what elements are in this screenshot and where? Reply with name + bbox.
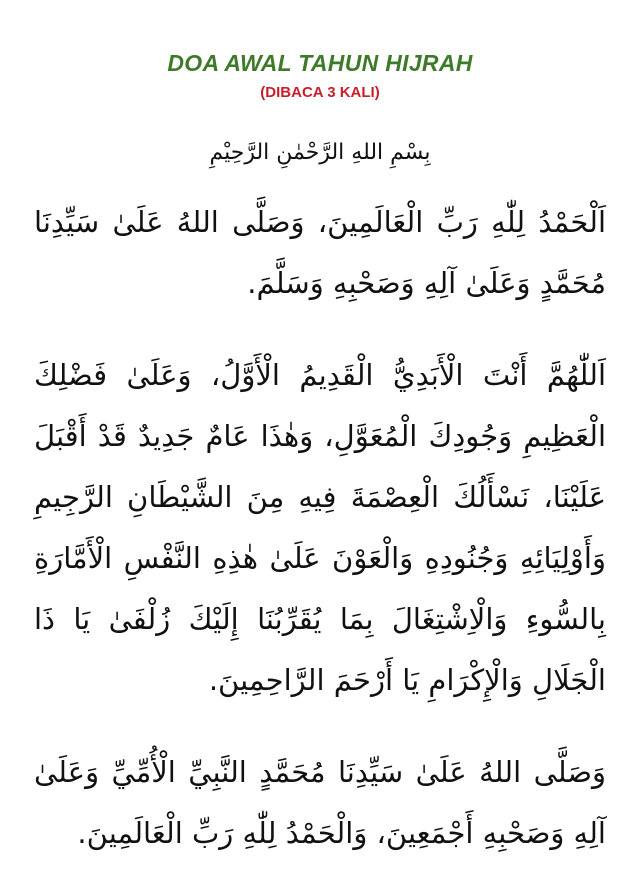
prayer-paragraph-opening: اَلْحَمْدُ لِلّٰهِ رَبِّ الْعَالَمِينَ، وَصَلَّى اللهُ عَلَىٰ سَيِّدِنَا مُحَمَّدٍ وَعَلَىٰ آلِهِ وَصَحْبِهِ وَسَلَّمَ. [34, 205, 606, 300]
page-title: DOA AWAL TAHUN HIJRAH [167, 50, 473, 76]
basmalah-calligraphy: بِسْمِ اللهِ الرَّحْمٰنِ الرَّحِيْمِ [209, 140, 431, 165]
prayer-paragraph-main: اَللّٰهُمَّ أَنْتَ الْأَبَدِيُّ الْقَدِيمُ الْأَوَّلُ، وَعَلَىٰ فَضْلِكَ الْعَظِيمِ وَجُودِكَ الْمُعَوَّلِ، وَهٰذَا عَامٌ جَدِيدٌ قَدْ أَقْبَلَ عَلَيْنَا، نَسْأَلُكَ الْعِصْمَةَ فِيهِ مِنَ الشَّيْطَانِ الرَّجِيمِ وَأَوْلِيَائِهِ وَجُنُودِهِ وَالْعَوْنَ عَلَىٰ هٰذِهِ النَّفْسِ الْأَمَّارَةِ بِالسُّوءِ وَالْاِشْتِغَالَ بِمَا يُقَرِّبُنَا إِلَيْكَ زُلْفَىٰ يَا ذَا الْجَلَالِ وَالْإِكْرَامِ يَا أَرْحَمَ الرَّاحِمِينَ. [34, 358, 606, 697]
prayer-paragraph-closing: وَصَلَّى اللهُ عَلَىٰ سَيِّدِنَا مُحَمَّدٍ النَّبِيِّ الْأُمِّيِّ وَعَلَىٰ آلِهِ وَصَحْبِهِ أَجْمَعِينَ، وَالْحَمْدُ لِلّٰهِ رَبِّ الْعَالَمِينَ. [34, 755, 606, 850]
page-subtitle: (DIBACA 3 KALI) [260, 84, 380, 101]
